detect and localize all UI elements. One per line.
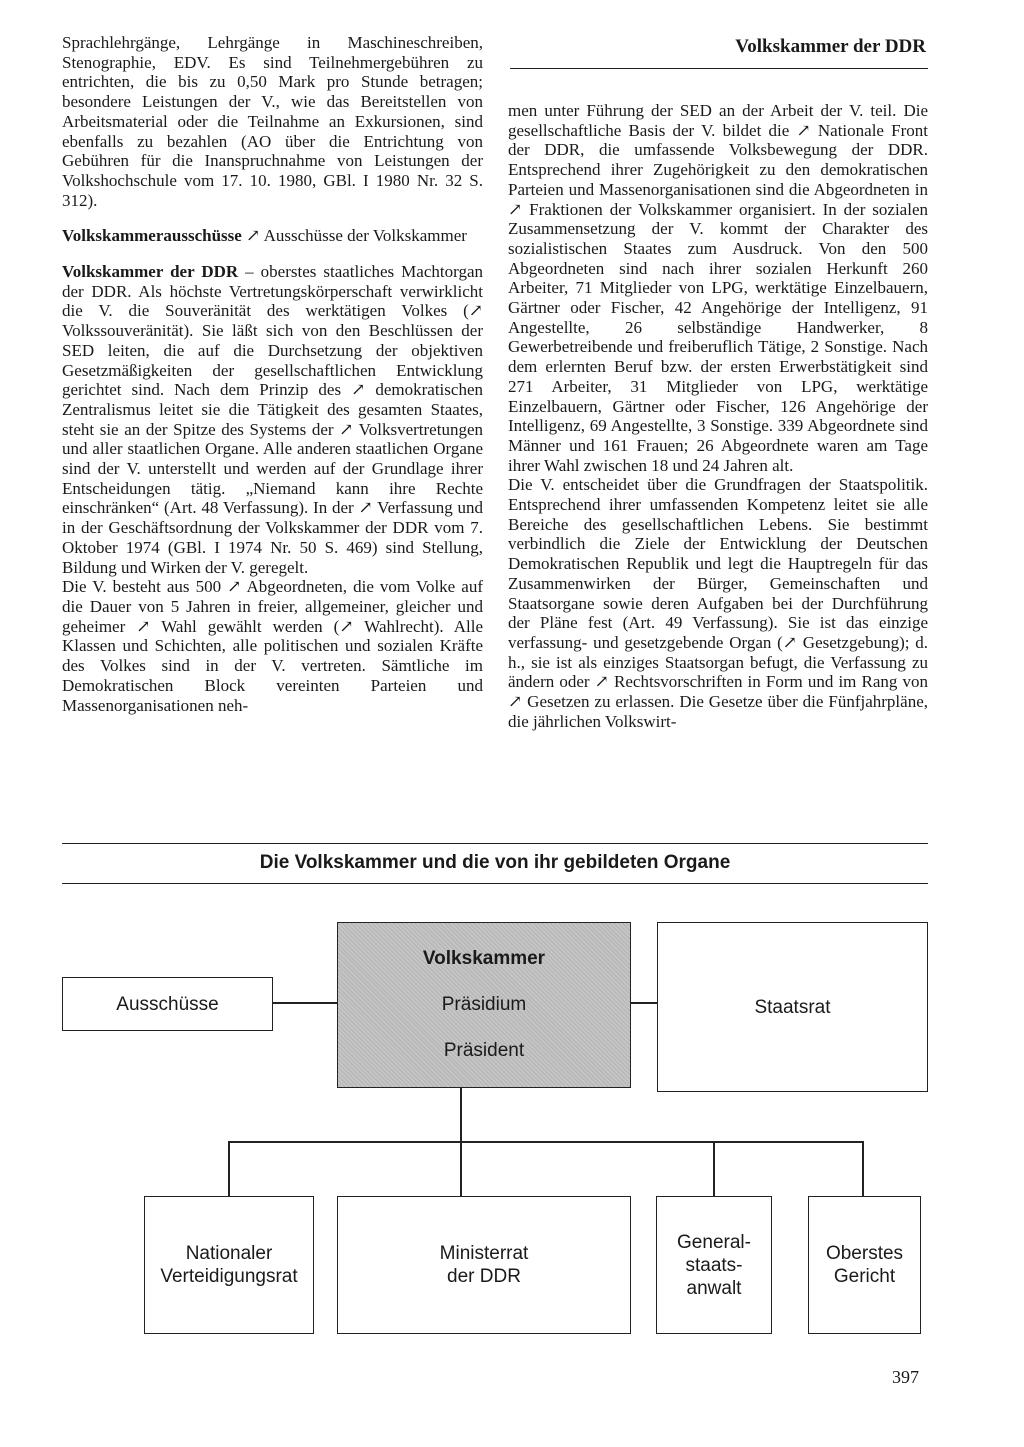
connector-staatsrat [630, 1002, 658, 1004]
right-column [508, 101, 928, 732]
box-label-line2: Gericht [833, 1266, 896, 1287]
diagram-title: Die Volkskammer und die von ihr gebildeten Organe [259, 852, 731, 873]
running-head: Volkskammer der DDR [735, 36, 926, 57]
box-label-line2: staats- [685, 1254, 743, 1276]
box-label-line2: Verteidigungsrat [160, 1266, 298, 1287]
volkskammer-label: Volkskammer [422, 948, 546, 969]
entry-volkskammerausschuesse [62, 226, 483, 246]
box-oberstes-gericht [808, 1196, 921, 1334]
connector-ausschuesse [272, 1002, 338, 1004]
praesidium-label: Präsidium [441, 994, 527, 1015]
header-rule [510, 68, 928, 69]
diagram-title-rule [62, 883, 928, 884]
entry-term: Volkskammerausschüsse [62, 226, 242, 246]
connector-gericht [862, 1141, 864, 1197]
box-label-line1: Nationaler [185, 1243, 273, 1264]
entry-volkskammer-der-ddr [62, 262, 483, 577]
box-label-line3: anwalt [686, 1277, 742, 1299]
box-volkskammer [337, 922, 631, 1088]
paragraph-kompetenz: Die V. entscheidet über die Grundfragen der Staatspolitik. Entsprechend ihrer umfassenden Kompetenz leitet sie alle Bereiche des gesellschaftlichen Lebens. Sie bestimmt verbindlich die Ziele der Entwicklung der Deutschen Demokratischen Republik und legt die Hauptregeln für das Zusammenwirken der Bürger, Gemeinschaften und Staatsorgane sowie deren Aufgaben bei der Durchführung der Pläne fest (Art. 49 Verfassung). Sie ist das einzige verfassung- und gesetzgebende Organ (↗ Gesetzgebung); d. h., sie ist als einziges Staatsorgan befugt, die Verfassung zu ändern oder ↗ Rechtsvorschriften in Form und im Rang von ↗ Gesetzen zu erlassen. Die Gesetze über die Fünfjahrpläne, die jährlichen Volkswirt- [508, 475, 928, 731]
connector-trunk [460, 1087, 462, 1142]
box-label-line1: Ministerrat [439, 1243, 529, 1264]
connector-generalstaatsanwalt [713, 1141, 715, 1197]
paragraph-volkshochschule: Sprachlehrgänge, Lehrgänge in Maschineschreiben, Stenographie, EDV. Es sind Teilnehmergebühren zu entrichten, die bis zu 0,50 Mark pro Stunde betragen; besondere Leistungen der V., wie das Bereitstellen von Arbeitsmaterial oder die Teilnahme an Exkursionen, sind ebenfalls zu bezahlen (AO über die Entrichtung von Gebühren für die Inanspruchnahme von Leistungen der Volkshochschule vom 17. 10. 1980, GBl. I 1980 Nr. 32 S. 312). [62, 33, 483, 210]
box-ministerrat [337, 1196, 631, 1334]
paragraph-zusammensetzung: men unter Führung der SED an der Arbeit der V. teil. Die gesellschaftliche Basis der V. bildet die ↗ Nationale Front der DDR, die umfassende Volksbewegung der DDR. Entsprechend ihrer Zugehörigkeit zu den demokratischen Parteien und Massenorganisationen sind die Abgeordneten in ↗ Fraktionen der Volkskammer organisiert. In der sozialen Zusammensetzung der V. kommt der Charakter des sozialistischen Staates zum Ausdruck. Von den 500 Abgeordneten sind nach ihrer sozialen Herkunft 260 Arbeiter, 71 Mitglieder von LPG, werktätige Einzelbauern, Gärtner oder Fischer, 42 Angehörige der Intelligenz, 91 Angestellte, 26 selbständige Handwerker, 8 Gewerbetreibende und freiberuflich Tätige, 2 Sonstige. Nach dem erlernten Beruf bzw. der ersten Erwerbstätigkeit sind 271 Arbeiter, 31 Mitglieder von LPG, werktätige Einzelbauern, Gärtner oder Fischer, 126 Angehörige der Intelligenz, 69 Angestellte, 3 Sonstige. 339 Abgeordnete sind Männer und 161 Frauen; 26 Abgeordnete waren am Tage ihrer Wahl zwischen 18 und 24 Jahren alt. [508, 101, 928, 475]
box-generalstaatsanwalt [656, 1196, 772, 1334]
box-label-line1: Oberstes [825, 1243, 904, 1264]
box-label: Ausschüsse [116, 993, 219, 1015]
connector-ministerrat [460, 1141, 462, 1197]
box-verteidigungsrat [144, 1196, 314, 1334]
entry-text: – oberstes staatliches Machtorgan der DDR. Als höchste Vertretungskörperschaft verwirklicht die V. die Souveränität des werktätigen Volkes (↗ Volkssouveränität). Sie läßt sich von den Beschlüssen der SED leiten, die auf die Durchsetzung der objektiven Gesetzmäßigkeiten der gesellschaftlichen Entwicklung gerichtet sind. Nach dem Prinzip des ↗ demokratischen Zentralismus leitet sie die Tätigkeit des gesamten Staates, steht sie an der Spitze des Systems der ↗ Volksvertretungen und aller staatlichen Organe. Alle anderen staatlichen Organe sind der V. unterstellt und werden auf der Grundlage ihrer Entscheidungen tätig. „Niemand kann ihre Rechte einschränken“ (Art. 48 Verfassung). In der ↗ Verfassung und in der Geschäftsordnung der Volkskammer der DDR vom 7. Oktober 1974 (GBl. I 1974 Nr. 50 S. 469) sind Stellung, Bildung und Wirken der V. geregelt. [62, 262, 484, 577]
connector-bus [228, 1141, 863, 1143]
entry-text: ↗ Ausschüsse der Volkskammer [241, 226, 467, 246]
box-staatsrat [657, 922, 928, 1092]
entry-term: Volkskammer der DDR [62, 262, 239, 282]
box-label-line2: der DDR [447, 1266, 521, 1287]
left-column [62, 33, 483, 715]
diagram-top-rule [62, 843, 928, 844]
box-label: Staatsrat [754, 996, 831, 1018]
connector-verteidigungsrat [228, 1141, 230, 1197]
page-number: 397 [892, 1367, 919, 1387]
praesident-label: Präsident [443, 1040, 525, 1061]
box-label-line1: General- [677, 1231, 751, 1253]
paragraph-abgeordnete: Die V. besteht aus 500 ↗ Abgeordneten, die vom Volke auf die Dauer von 5 Jahren in freier, allgemeiner, gleicher und geheimer ↗ Wahl gewählt werden (↗ Wahlrecht). Alle Klassen und Schichten, alle politischen und sozialen Kräfte des Volkes sind in der V. vertreten. Sämtliche im Demokratischen Block vereinten Parteien und Massenorganisationen neh- [62, 577, 483, 715]
box-ausschuesse [62, 977, 273, 1031]
